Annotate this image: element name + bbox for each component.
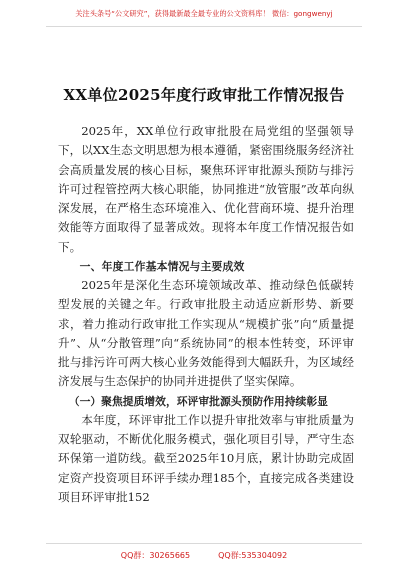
subsection-paragraph: 本年度，环评审批工作以提升审批效率与审批质量为双轮驱动，不断优化服务模式，强化项目引导，严守生态环保第一道防线。截至2025年10月底，累计协助完成固定资产投资项目环评手续办理185个，直接完成各类建设项目环评审批152 — [58, 412, 354, 504]
footer-divider — [46, 543, 362, 544]
promo-banner: 关注头条号“公文研究”，获得最新最全最专业的公文资料库！ 微信：gongwenyj — [75, 9, 333, 18]
footer-qq-group-1: QQ群：30265665 — [120, 551, 191, 560]
subsection-heading: （一）聚焦提质增效，环评审批源头预防作用持续彰显 — [68, 394, 328, 408]
section-paragraph: 2025年是深化生态环境领域改革、推动绿色低碳转型发展的关键之年。行政审批股主动适应新形势、新要求，着力推动行政审批工作实现从“规模扩张”向“质量提升”、从“分散管理”向“系统协同”的根本性转变，环评审批与排污许可两大核心业务效能得到大幅跃升，为区域经济发展与生态保护的协同并进提供了坚实保障。 — [58, 278, 354, 389]
section-heading: 一、年度工作基本情况与主要成效 — [79, 259, 245, 273]
document-title: XX单位2025年度行政审批工作情况报告 — [63, 86, 345, 104]
document-body — [58, 122, 354, 507]
footer-qq-group-2: QQ群:535304092 — [218, 551, 288, 560]
footer — [0, 550, 408, 562]
intro-paragraph: 2025年，XX单位行政审批股在局党组的坚强领导下，以XX生态文明思想为根本遵循，紧密围绕服务经济社会高质量发展的核心目标，聚焦环评审批源头预防与排污许可过程管控两大核心职能，协同推进“放管服”改革向纵深发展，在严格生态环境准入、优化营商环境、提升治理效能等方面取得了显著成效。现将本年度工作情况报告如下。 — [58, 124, 354, 254]
header-divider — [46, 26, 362, 27]
